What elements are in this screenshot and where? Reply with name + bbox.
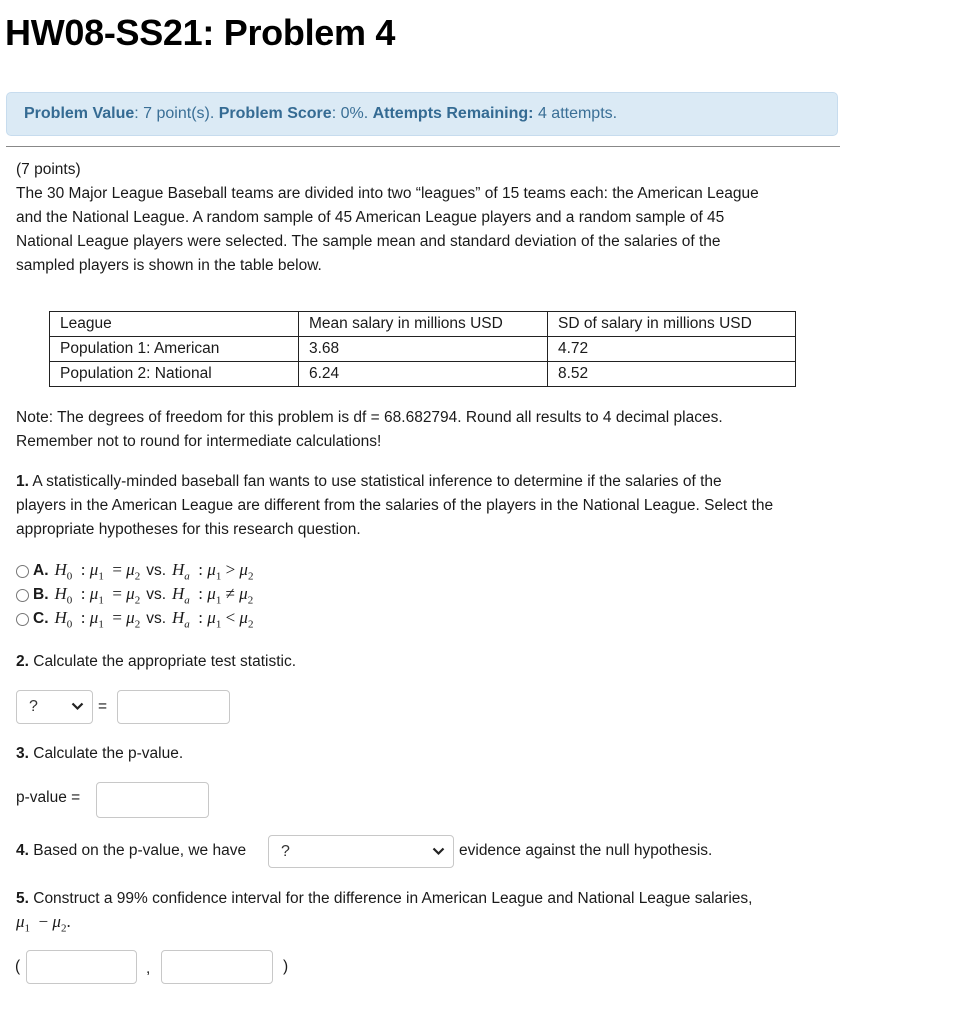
intro-line-2: and the National League. A random sample of 45 American League players and a random sample of 45	[16, 209, 725, 226]
problem-value: : 7 point(s).	[134, 105, 219, 122]
hypothesis-option-a[interactable]	[16, 559, 253, 583]
table-cell: Population 2: National	[50, 362, 299, 387]
hypothesis-math: $H_0$ : $\mu_1 = \mu_2$ vs. $H_a$ : $\mu_1 < \mu_2$	[54, 607, 254, 631]
q1-line-3: appropriate hypotheses for this research question.	[16, 521, 361, 538]
intro-line-3: National League players were selected. The sample mean and standard deviation of the salaries of the	[16, 233, 721, 250]
hypothesis-option-c[interactable]	[16, 607, 253, 631]
intro-line-4: sampled players is shown in the table below.	[16, 257, 322, 274]
problem-status-bar	[6, 92, 838, 136]
q4-text: Based on the p-value, we have	[28, 842, 247, 859]
problem-value-label: Problem Value	[24, 105, 135, 122]
q2-text: Calculate the appropriate test statistic.	[28, 653, 297, 670]
q5-text: Construct a 99% confidence interval for the difference in American League and National League salaries,	[28, 890, 753, 907]
option-letter: B.	[33, 586, 49, 603]
chevron-down-icon	[71, 700, 84, 714]
q1-text: A statistically-minded baseball fan wants to use statistical inference to determine if the salaries of the	[28, 473, 722, 490]
option-letter: C.	[33, 610, 49, 627]
note-line-2: Remember not to round for intermediate calculations!	[16, 433, 382, 450]
select-value: ?	[281, 842, 290, 860]
table-row	[50, 337, 796, 362]
p-value-input[interactable]	[96, 782, 209, 818]
q3-number: 3.	[16, 745, 29, 762]
evidence-select[interactable]	[268, 835, 454, 868]
radio-b[interactable]	[16, 589, 29, 602]
table-cell: 4.72	[548, 337, 796, 362]
table-cell: Population 1: American	[50, 337, 299, 362]
hypothesis-option-b[interactable]	[16, 583, 253, 607]
divider	[6, 146, 840, 147]
table-cell: 6.24	[299, 362, 548, 387]
table-cell: 8.52	[548, 362, 796, 387]
salary-table	[49, 311, 796, 387]
note-line-1: Note: The degrees of freedom for this problem is df = 68.682794. Round all results to 4 decimal places.	[16, 409, 723, 426]
q5-number: 5.	[16, 890, 29, 907]
q3-line	[16, 742, 836, 766]
ci-lower-input[interactable]	[26, 950, 137, 984]
select-value: ?	[29, 698, 38, 715]
test-statistic-select[interactable]	[16, 690, 93, 724]
ci-upper-input[interactable]	[161, 950, 273, 984]
equals-sign: =	[98, 698, 108, 715]
q4-number: 4.	[16, 842, 29, 859]
table-row	[50, 362, 796, 387]
p-value-label: p-value =	[16, 789, 81, 806]
points-label: (7 points)	[16, 161, 81, 178]
radio-c[interactable]	[16, 613, 29, 626]
q3-text: Calculate the p-value.	[28, 745, 184, 762]
table-cell: 3.68	[299, 337, 548, 362]
chevron-down-icon	[432, 845, 445, 859]
close-paren: )	[283, 958, 289, 975]
intro-line-1: The 30 Major League Baseball teams are divided into two “leagues” of 15 teams each: the American League	[16, 185, 759, 202]
attempts-remaining-label: Attempts Remaining:	[372, 105, 534, 122]
table-header-cell: League	[50, 312, 299, 337]
q2-number: 2.	[16, 653, 29, 670]
q5-math: $\mu_1 - \mu_2$.	[16, 912, 71, 935]
radio-a[interactable]	[16, 565, 29, 578]
open-paren: (	[15, 958, 21, 975]
q1-line-2: players in the American League are different from the salaries of the players in the National League. Select the	[16, 497, 774, 514]
table-header-row	[50, 312, 796, 337]
q2-line	[16, 650, 836, 674]
table-header-cell: SD of salary in millions USD	[548, 312, 796, 337]
page-title: HW08-SS21: Problem 4	[5, 12, 396, 53]
q1-number: 1.	[16, 473, 29, 490]
q4-after-text: evidence against the null hypothesis.	[459, 842, 713, 859]
hypothesis-math: $H_0$ : $\mu_1 = \mu_2$ vs. $H_a$ : $\mu_1 \ne \mu_2$	[54, 583, 254, 607]
q1-line-1	[16, 470, 836, 494]
comma: ,	[146, 960, 151, 977]
problem-score: : 0%.	[331, 105, 373, 122]
q4-line	[16, 842, 246, 860]
hypothesis-math: $H_0$ : $\mu_1 = \mu_2$ vs. $H_a$ : $\mu_1 > \mu_2$	[54, 559, 254, 583]
option-letter: A.	[33, 562, 49, 579]
q5-line	[16, 887, 836, 911]
attempts-remaining: 4 attempts.	[533, 105, 618, 122]
test-statistic-input[interactable]	[117, 690, 230, 724]
table-header-cell: Mean salary in millions USD	[299, 312, 548, 337]
problem-score-label: Problem Score	[218, 105, 332, 122]
